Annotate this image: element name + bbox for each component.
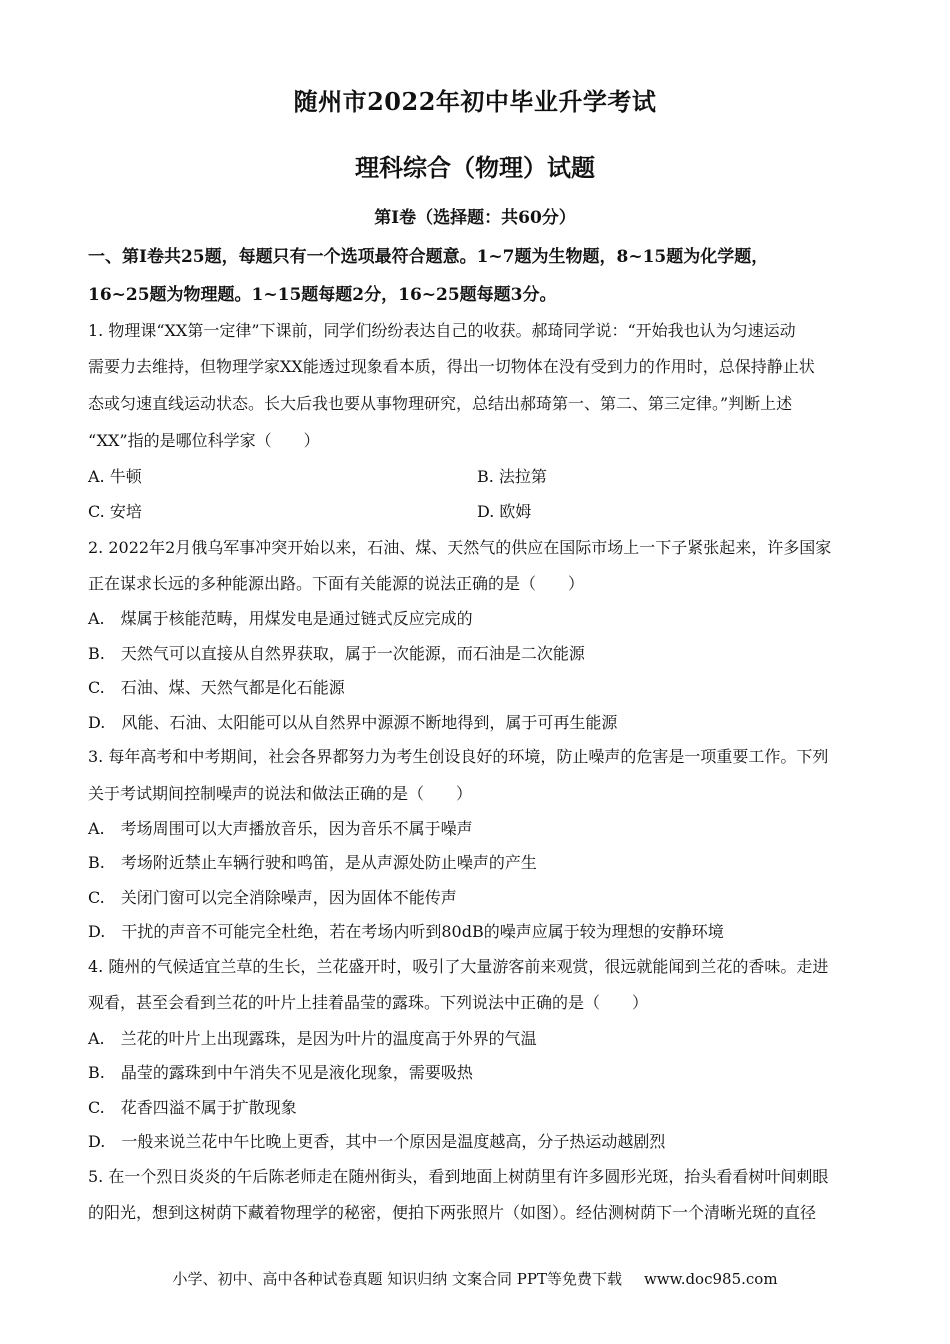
exam-subject: 理科综合（物理）试题 bbox=[355, 153, 595, 182]
q3-stem-line-2: 关于考试期间控制噪声的说法和做法正确的是（ ） bbox=[88, 784, 473, 803]
q4-option-c: C. 花香四溢不属于扩散现象 bbox=[88, 1098, 297, 1117]
q5-stem-line-1: 5. 在一个烈日炎炎的午后陈老师走在随州街头，看到地面上树荫里有许多圆形光斑，抬头看看树叶间刺眼 bbox=[88, 1167, 829, 1186]
footer-text: 小学、初中、高中各种试卷真题 知识归纳 文案合同 PPT等免费下载 bbox=[172, 1270, 622, 1288]
page-footer bbox=[0, 1268, 950, 1289]
q4-option-b: B. 晶莹的露珠到中午消失不见是液化现象，需要吸热 bbox=[88, 1063, 473, 1082]
q3-option-a: A. 考场周围可以大声播放音乐，因为音乐不属于噪声 bbox=[88, 819, 473, 838]
q2-stem-line-2: 正在谋求长远的多种能源出路。下面有关能源的说法正确的是（ ） bbox=[88, 574, 585, 593]
q2-stem-line-1: 2. 2022年2月俄乌军事冲突开始以来，石油、煤、天然气的供应在国际市场上一下子紧张起来，许多国家 bbox=[88, 538, 832, 557]
q2-option-d: D. 风能、石油、太阳能可以从自然界中源源不断地得到，属于可再生能源 bbox=[88, 713, 618, 732]
exam-title: 随州市2022年初中毕业升学考试 bbox=[293, 87, 657, 116]
q1-option-d: D. 欧姆 bbox=[477, 502, 532, 521]
q3-stem-line-1: 3. 每年高考和中考期间，社会各界都努力为考生创设良好的环境，防止噪声的危害是一项重要工作。下列 bbox=[88, 747, 829, 766]
q4-stem-line-2: 观看，甚至会看到兰花的叶片上挂着晶莹的露珠。下列说法中正确的是（ ） bbox=[88, 993, 649, 1012]
q4-stem-line-1: 4. 随州的气候适宜兰草的生长，兰花盛开时，吸引了大量游客前来观赏，很远就能闻到兰花的香味。走进 bbox=[88, 957, 829, 976]
footer-url[interactable]: www.doc985.com bbox=[643, 1270, 778, 1288]
q1-option-a: A. 牛顿 bbox=[88, 467, 142, 486]
q1-stem-line-4: “XX”指的是哪位科学家（ ） bbox=[88, 431, 320, 450]
q1-option-b: B. 法拉第 bbox=[477, 467, 547, 486]
q4-option-d: D. 一般来说兰花中午比晚上更香，其中一个原因是温度越高，分子热运动越剧烈 bbox=[88, 1132, 666, 1151]
q1-stem-line-1: 1. 物理课“XX第一定律”下课前，同学们纷纷表达自己的收获。郝琦同学说：“开始我也认为匀速运动 bbox=[88, 321, 796, 340]
section-instruction-line-1: 一、第I卷共25题，每题只有一个选项最符合题意。1~7题为生物题，8~15题为化学题， bbox=[88, 247, 769, 267]
q1-stem-line-3: 态或匀速直线运动状态。长大后我也要从事物理研究，总结出郝琦第一、第二、第三定律。”判断上述 bbox=[88, 394, 793, 413]
q5-stem-line-2: 的阳光，想到这树荫下藏着物理学的秘密，便拍下两张照片（如图）。经估测树荫下一个清晰光斑的直径 bbox=[88, 1203, 817, 1222]
q2-option-a: A. 煤属于核能范畴，用煤发电是通过链式反应完成的 bbox=[88, 609, 473, 628]
q2-option-b: B. 天然气可以直接从自然界获取，属于一次能源，而石油是二次能源 bbox=[88, 644, 585, 663]
q3-option-d: D. 干扰的声音不可能完全杜绝，若在考场内听到80dB的噪声应属于较为理想的安静环境 bbox=[88, 922, 724, 941]
q3-option-c: C. 关闭门窗可以完全消除噪声，因为固体不能传声 bbox=[88, 888, 457, 907]
q4-option-a: A. 兰花的叶片上出现露珠，是因为叶片的温度高于外界的气温 bbox=[88, 1029, 537, 1048]
q1-stem-line-2: 需要力去维持，但物理学家XX能透过现象看本质，得出一切物体在没有受到力的作用时，总保持静止状 bbox=[88, 357, 815, 376]
q3-option-b: B. 考场附近禁止车辆行驶和鸣笛，是从声源处防止噪声的产生 bbox=[88, 853, 537, 872]
part-heading: 第I卷（选择题：共60分） bbox=[374, 208, 576, 228]
q1-option-c: C. 安培 bbox=[88, 502, 142, 521]
q2-option-c: C. 石油、煤、天然气都是化石能源 bbox=[88, 678, 345, 697]
section-instruction-line-2: 16~25题为物理题。1~15题每题2分，16~25题每题3分。 bbox=[88, 285, 557, 305]
